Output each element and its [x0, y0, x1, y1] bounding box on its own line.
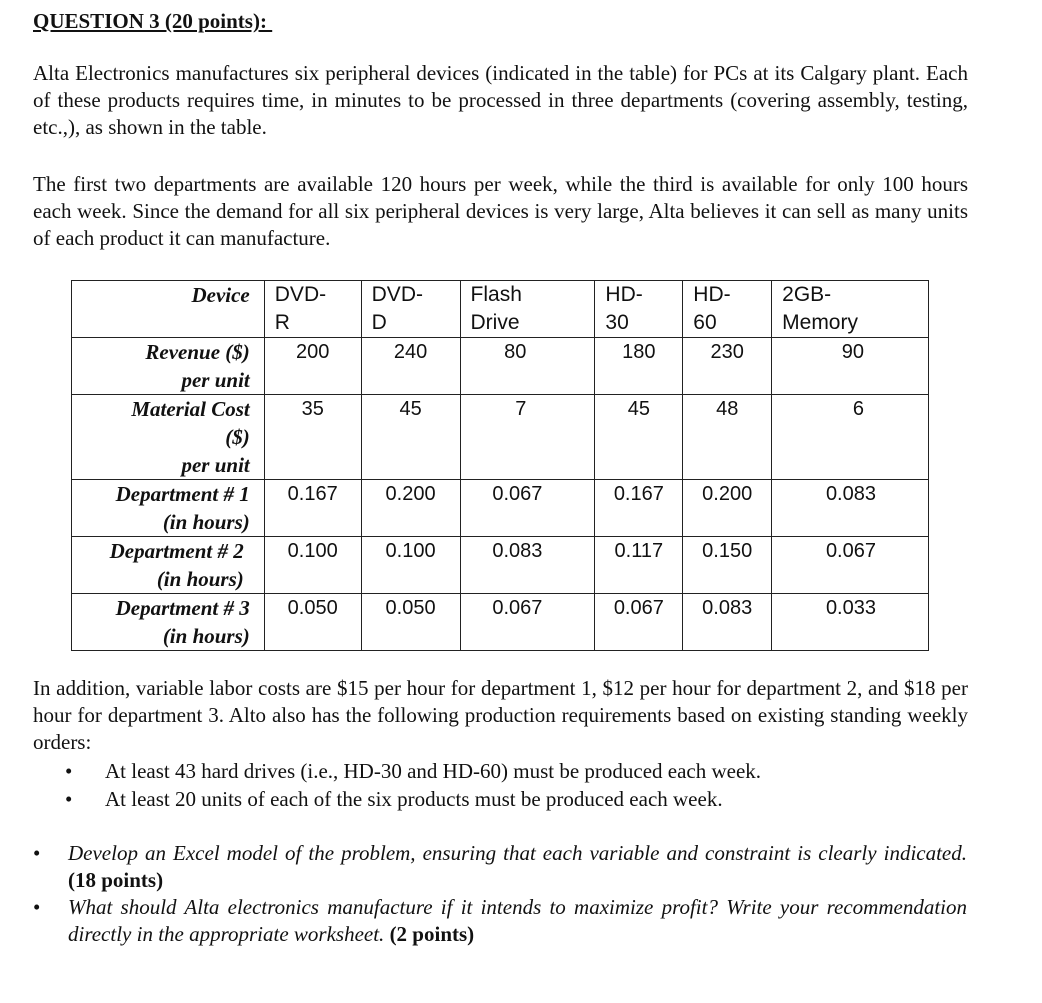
device-data-table [71, 280, 929, 651]
table-cell: 7 [460, 395, 595, 480]
table-cell: 0.050 [264, 594, 361, 651]
table-cell: 200 [264, 338, 361, 395]
table-cell: 0.200 [683, 480, 772, 537]
task-text: Develop an Excel model of the problem, ensuring that each variable and constraint is clearly indicated. [68, 841, 967, 865]
table-cell: 0.200 [361, 480, 460, 537]
table-cell: 45 [595, 395, 683, 480]
table-cell: 80 [460, 338, 595, 395]
table-cell: 0.100 [361, 537, 460, 594]
table-cell: 0.050 [361, 594, 460, 651]
labor-cost-paragraph: In addition, variable labor costs are $15 per hour for department 1, $12 per hour for department 2, and $18 per hour for department 3. Alto also has the following production requirements based on existing standing weekly orders: [33, 676, 968, 754]
row-label-department-3: Department # 3 (in hours) [72, 594, 265, 651]
list-item: • At least 43 hard drives (i.e., HD-30 and HD-60) must be produced each week. [65, 758, 761, 786]
table-cell: 0.150 [683, 537, 772, 594]
table-row [72, 594, 929, 651]
table-cell: 0.083 [772, 480, 929, 537]
table-cell: 0.067 [460, 594, 595, 651]
tasks-list [33, 840, 967, 948]
table-row [72, 537, 929, 594]
device-header-cell: Device [72, 281, 265, 338]
row-label-material-cost: Material Cost ($) per unit [72, 395, 265, 480]
table-cell: 35 [264, 395, 361, 480]
list-item [33, 840, 967, 894]
task-points: (18 points) [68, 868, 164, 892]
row-label-department-1: Department # 1 (in hours) [72, 480, 265, 537]
availability-paragraph: The first two departments are available 120 hours per week, while the third is available for only 100 hours each week. Since the demand for all six peripheral devices is very large, Alta believes it can sell as many units of each product it can manufacture. [33, 172, 968, 250]
row-label-revenue: Revenue ($) per unit [72, 338, 265, 395]
table-row [72, 480, 929, 537]
table-cell: 0.117 [595, 537, 683, 594]
intro-paragraph: Alta Electronics manufactures six peripheral devices (indicated in the table) for PCs at its Calgary plant. Each of these products requires time, in minutes to be processed in three departments (covering assembly, testing, etc.,), as shown in the table. [33, 61, 968, 139]
table-cell: 240 [361, 338, 460, 395]
table-cell: 45 [361, 395, 460, 480]
table-cell: 6 [772, 395, 929, 480]
column-header: DVD- R [264, 281, 361, 338]
task-points: (2 points) [389, 922, 475, 946]
list-item: • At least 20 units of each of the six products must be produced each week. [65, 786, 761, 814]
question-title: QUESTION 3 (20 points): [33, 9, 273, 33]
column-header: HD- 30 [595, 281, 683, 338]
table-cell: 230 [683, 338, 772, 395]
table-cell: 0.167 [264, 480, 361, 537]
table-cell: 180 [595, 338, 683, 395]
requirements-list [65, 758, 761, 814]
table-cell: 0.167 [595, 480, 683, 537]
table-header-row [72, 281, 929, 338]
row-label-department-2: Department # 2 (in hours) [72, 537, 265, 594]
column-header: Flash Drive [460, 281, 595, 338]
table-cell: 0.033 [772, 594, 929, 651]
table-row [72, 338, 929, 395]
table-row [72, 395, 929, 480]
table-cell: 0.100 [264, 537, 361, 594]
column-header: 2GB- Memory [772, 281, 929, 338]
list-item [33, 894, 967, 948]
table-cell: 0.083 [460, 537, 595, 594]
column-header: HD- 60 [683, 281, 772, 338]
table-cell: 48 [683, 395, 772, 480]
table-cell: 0.083 [683, 594, 772, 651]
column-header: DVD- D [361, 281, 460, 338]
task-text: What should Alta electronics manufacture if it intends to maximize profit? Write your recommendation directly in the appropriate worksheet. [68, 895, 967, 946]
table-cell: 90 [772, 338, 929, 395]
table-cell: 0.067 [460, 480, 595, 537]
table-cell: 0.067 [595, 594, 683, 651]
table-cell: 0.067 [772, 537, 929, 594]
